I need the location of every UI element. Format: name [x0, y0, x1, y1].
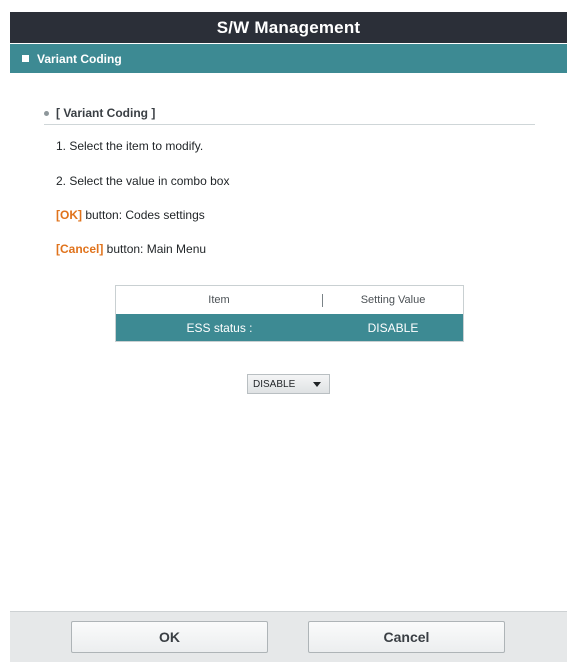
caret-down-icon: [313, 382, 321, 387]
dot-bullet-icon: [44, 111, 49, 116]
column-header-item: Item: [208, 294, 230, 306]
column-header-setting-value: Setting Value: [360, 294, 426, 306]
instruction-step-2: 2. Select the value in combo box: [56, 174, 230, 188]
ok-button[interactable]: OK: [71, 621, 268, 653]
table-cell-item: ESS status :: [186, 320, 253, 335]
combo-selected-value: DISABLE: [253, 378, 296, 390]
table-header: [116, 286, 463, 314]
square-bullet-icon: [22, 55, 29, 62]
ok-hint-key: [OK]: [56, 208, 82, 222]
cancel-hint-text: button: Main Menu: [103, 242, 207, 256]
table-cell-value: DISABLE: [367, 320, 419, 335]
ok-hint-text: button: Codes settings: [82, 208, 205, 222]
content-heading: [44, 102, 535, 125]
instruction-step-1: 1. Select the item to modify.: [56, 139, 204, 153]
section-title: Variant Coding: [37, 51, 122, 66]
table-row-ess-status[interactable]: [116, 314, 463, 341]
instruction-cancel-hint: [56, 242, 206, 256]
cancel-button[interactable]: Cancel: [308, 621, 505, 653]
footer-bar: [10, 611, 567, 662]
section-header: [10, 44, 567, 73]
window-title: S/W Management: [216, 17, 361, 37]
variant-table: [115, 285, 464, 342]
value-combo-box[interactable]: [247, 374, 330, 394]
cancel-hint-key: [Cancel]: [56, 242, 104, 256]
content-heading-text: [ Variant Coding ]: [56, 106, 156, 120]
instruction-ok-hint: [56, 208, 205, 222]
window-title-bar: [10, 12, 567, 43]
